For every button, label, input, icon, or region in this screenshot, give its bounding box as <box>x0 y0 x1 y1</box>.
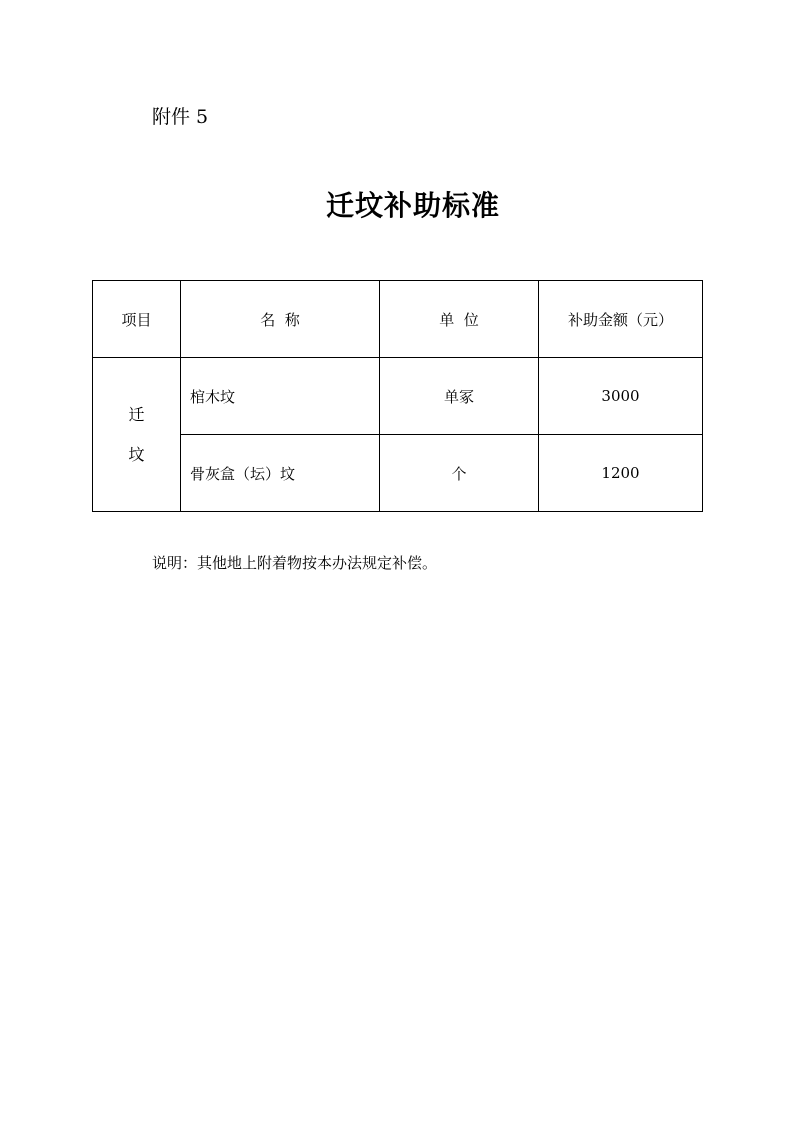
group-label-char: 坟 <box>128 444 145 464</box>
header-item: 项目 <box>93 281 181 358</box>
group-label-char: 迁 <box>128 404 145 424</box>
row-name: 棺木坟 <box>181 358 380 435</box>
row-amount: 1200 <box>539 435 703 512</box>
row-name: 骨灰盒（坛）坟 <box>181 435 380 512</box>
row-unit: 个 <box>380 435 539 512</box>
table-row <box>93 435 703 512</box>
header-name: 名 称 <box>181 281 380 358</box>
attachment-label: 附件 5 <box>152 106 209 128</box>
header-amount: 补助金额（元） <box>539 281 703 358</box>
header-unit: 单 位 <box>380 281 539 358</box>
footnote: 说明：其他地上附着物按本办法规定补偿。 <box>152 554 438 572</box>
group-label <box>128 395 144 475</box>
table-header-row <box>93 281 703 358</box>
subsidy-standard-table <box>92 280 703 512</box>
document-title: 迁坟补助标准 <box>325 189 500 222</box>
table-row <box>93 358 703 435</box>
row-unit: 单冢 <box>380 358 539 435</box>
row-amount: 3000 <box>539 358 703 435</box>
group-label-cell <box>93 358 181 512</box>
